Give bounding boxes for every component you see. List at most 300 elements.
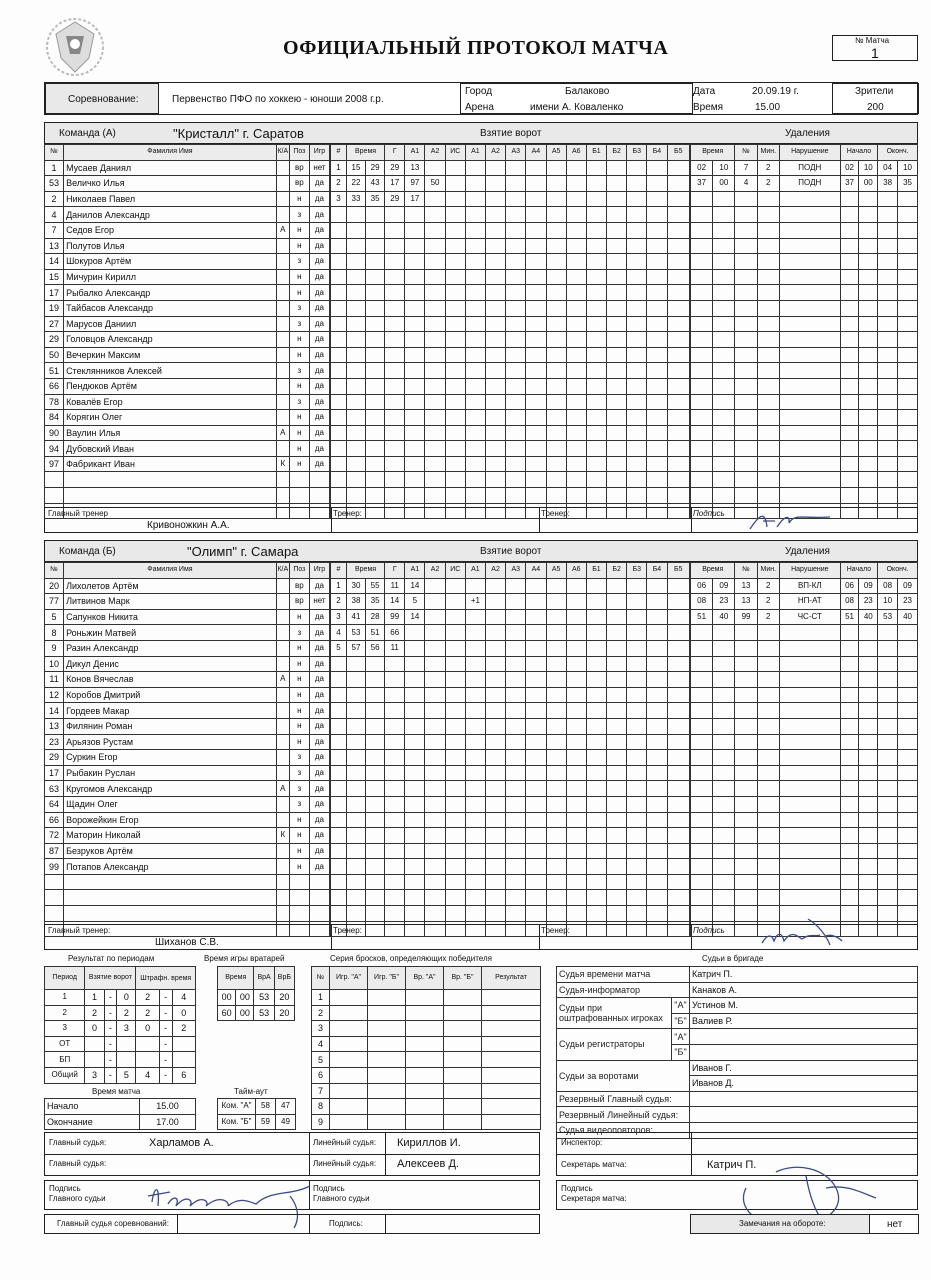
goals-col-7: А2 — [486, 563, 506, 579]
player-number: 13 — [45, 718, 64, 734]
player-position: вр — [289, 594, 309, 610]
player-name — [64, 874, 277, 890]
city-value: Балаково — [565, 86, 610, 97]
sign-main-label-2: Главного судьи — [49, 1194, 106, 1203]
penalty-row — [691, 488, 918, 504]
roster-row — [45, 176, 330, 192]
pen-col-minutes: Мин. — [757, 145, 779, 161]
goal-row: 3 33 35 29 17 — [331, 191, 690, 207]
pen-col-violation: Нарушение — [779, 145, 840, 161]
goal-row — [331, 285, 690, 301]
player-number: 63 — [45, 781, 64, 797]
player-role — [276, 594, 289, 610]
player-played: да — [309, 578, 329, 594]
player-name: Марусов Даниил — [64, 316, 277, 332]
period-row: 1 1 - 0 2 - 4 — [45, 990, 196, 1006]
pen-col-start: Начало — [840, 145, 877, 161]
goals-col-11: А6 — [566, 145, 586, 161]
goal-row: 1 30 55 11 14 — [331, 578, 690, 594]
team-b-coach2-label: Тренер: — [541, 926, 570, 935]
goals-col-7: А2 — [486, 145, 506, 161]
goal-row — [331, 687, 690, 703]
player-role — [276, 488, 289, 504]
goal-row — [331, 207, 690, 223]
penalty-row — [691, 750, 918, 766]
player-name: Кругомов Александр — [64, 781, 277, 797]
pen-col-time: Время — [691, 563, 735, 579]
player-name: Головцов Александр — [64, 332, 277, 348]
player-position: н — [289, 734, 309, 750]
roster-row — [45, 640, 330, 656]
player-played: да — [309, 332, 329, 348]
player-name: Ваулин Илья — [64, 425, 277, 441]
player-number: 87 — [45, 843, 64, 859]
goal-row — [331, 472, 690, 488]
period-row: ОТ - - — [45, 1036, 196, 1052]
periods-col-pim: Штрафн. время — [136, 967, 196, 990]
team-a-goals-title: Взятие ворот — [480, 128, 542, 139]
player-role — [276, 410, 289, 426]
goals-col-13: Б2 — [607, 563, 627, 579]
player-position: н — [289, 222, 309, 238]
match-number-box — [832, 35, 918, 61]
player-name: Маторин Николай — [64, 828, 277, 844]
player-name: Величко Илья — [64, 176, 277, 192]
player-name: Рыбалко Александр — [64, 285, 277, 301]
player-position — [289, 890, 309, 906]
player-played: да — [309, 456, 329, 472]
goal-row: 4 53 51 66 — [331, 625, 690, 641]
shootout-row: 8 — [312, 1099, 541, 1115]
goal-row — [331, 238, 690, 254]
player-role — [276, 176, 289, 192]
goals-col-time: Время — [346, 145, 384, 161]
player-position: вр — [289, 578, 309, 594]
player-name: Мусаев Даниял — [64, 160, 277, 176]
player-position: н — [289, 672, 309, 688]
team-a-coach-signature — [745, 509, 835, 533]
player-number: 29 — [45, 332, 64, 348]
penalty-row — [691, 332, 918, 348]
goalies-title: Время игры вратарей — [204, 954, 285, 963]
goal-row — [331, 750, 690, 766]
roster-col-1: Фамилия Имя — [64, 563, 277, 579]
player-number — [45, 906, 64, 922]
referees-block — [44, 1132, 540, 1176]
informer-label: Судья-информатор — [557, 982, 690, 998]
team-b-penalties-title: Удаления — [785, 546, 830, 557]
timeout-row: Ком. "Б" 59 49 — [218, 1114, 296, 1130]
player-position: н — [289, 828, 309, 844]
penalty-row — [691, 191, 918, 207]
player-number: 94 — [45, 441, 64, 457]
player-position: н — [289, 269, 309, 285]
goal-row: 1 15 29 29 13 — [331, 160, 690, 176]
roster-row — [45, 394, 330, 410]
team-a-name: "Кристалл" г. Саратов — [173, 126, 304, 141]
penalty-row — [691, 843, 918, 859]
goal-row — [331, 254, 690, 270]
player-name: Полутов Илья — [64, 238, 277, 254]
penalty-row — [691, 363, 918, 379]
time-value: 15.00 — [755, 102, 781, 113]
player-number: 50 — [45, 347, 64, 363]
roster-row — [45, 796, 330, 812]
penalty-row: 51 40 99 2 ЧС-СТ 51 40 53 40 — [691, 609, 918, 625]
roster-col-2: К/А — [276, 145, 289, 161]
sign-main2-label-1: Подпись — [313, 1184, 345, 1193]
chief-ref-block — [44, 1214, 540, 1234]
penalty-row — [691, 812, 918, 828]
goal-row — [331, 796, 690, 812]
player-position: з — [289, 254, 309, 270]
player-position: н — [289, 812, 309, 828]
player-role — [276, 578, 289, 594]
roster-row — [45, 285, 330, 301]
roster-row — [45, 191, 330, 207]
player-played: да — [309, 254, 329, 270]
player-position: з — [289, 750, 309, 766]
penalty-row — [691, 859, 918, 875]
timeout-table — [217, 1098, 296, 1130]
pen-col-violation: Нарушение — [779, 563, 840, 579]
player-number: 15 — [45, 269, 64, 285]
player-role — [276, 238, 289, 254]
roster-row — [45, 472, 330, 488]
goal-row — [331, 332, 690, 348]
goals-col-6: А1 — [465, 145, 485, 161]
match-start-label: Начало — [45, 1099, 140, 1115]
goal-row: 3 41 28 99 14 — [331, 609, 690, 625]
player-number: 90 — [45, 425, 64, 441]
team-a-penalties — [690, 144, 918, 519]
player-number: 9 — [45, 640, 64, 656]
player-played: да — [309, 176, 329, 192]
player-played — [309, 874, 329, 890]
goal-row: 2 38 35 14 5 +1 — [331, 594, 690, 610]
player-played: да — [309, 238, 329, 254]
penalty-row — [691, 781, 918, 797]
period-row: 3 0 - 3 0 - 2 — [45, 1021, 196, 1037]
competition-label: Соревнование: — [68, 94, 139, 105]
shootout-table: № Игр. "А" Игр. "Б" Вр. "А" Вр. "Б" Результат 1 2 3 4 5 6 7 8 9 — [311, 966, 541, 1130]
roster-row — [45, 488, 330, 504]
goal-row — [331, 656, 690, 672]
player-played: да — [309, 625, 329, 641]
penalty-row — [691, 796, 918, 812]
player-number: 14 — [45, 703, 64, 719]
player-position: н — [289, 332, 309, 348]
goal-row — [331, 765, 690, 781]
periods-col-period: Период — [45, 967, 85, 990]
player-name: Мичурин Кирилл — [64, 269, 277, 285]
player-name: Фабрикант Иван — [64, 456, 277, 472]
player-played: да — [309, 285, 329, 301]
competition-value: Первенство ПФО по хоккею - юноши 2008 г.р. — [172, 94, 384, 105]
player-name — [64, 890, 277, 906]
player-number: 17 — [45, 285, 64, 301]
player-number: 99 — [45, 859, 64, 875]
penalty-row — [691, 456, 918, 472]
shootout-row: 2 — [312, 1005, 541, 1021]
player-played: да — [309, 843, 329, 859]
roster-row — [45, 316, 330, 332]
player-name: Шокуров Артём — [64, 254, 277, 270]
player-played: да — [309, 687, 329, 703]
player-position: вр — [289, 160, 309, 176]
player-number: 77 — [45, 594, 64, 610]
penalty-row — [691, 207, 918, 223]
player-name: Щадин Олег — [64, 796, 277, 812]
team-b-sign-label: Подпись — [693, 926, 725, 935]
player-name: Потапов Александр — [64, 859, 277, 875]
penalty-row — [691, 874, 918, 890]
goal-row — [331, 828, 690, 844]
player-role — [276, 640, 289, 656]
roster-row — [45, 594, 330, 610]
player-name: Вечеркин Максим — [64, 347, 277, 363]
player-position: н — [289, 609, 309, 625]
time-label: Время — [693, 102, 724, 113]
player-played: да — [309, 796, 329, 812]
team-b-coach-signature — [758, 915, 848, 949]
pen-col-number: № — [735, 145, 757, 161]
goal-judges-label: Судьи за воротами — [557, 1060, 690, 1091]
penalty-row — [691, 254, 918, 270]
roster-col-3: Поз — [289, 563, 309, 579]
player-role — [276, 191, 289, 207]
roster-row — [45, 410, 330, 426]
goals-col-3: А1 — [405, 563, 425, 579]
competition-label-box — [45, 83, 159, 114]
player-number: 7 — [45, 222, 64, 238]
player-played: да — [309, 656, 329, 672]
player-played: да — [309, 609, 329, 625]
player-number: 2 — [45, 191, 64, 207]
shootout-row: 1 — [312, 990, 541, 1006]
goals-col-8: А3 — [506, 145, 526, 161]
goal-row — [331, 269, 690, 285]
goalie-row: 00 00 53 20 — [218, 990, 295, 1006]
player-role — [276, 656, 289, 672]
periods-title: Результат по периодам — [68, 954, 155, 963]
player-position — [289, 874, 309, 890]
remarks-value: нет — [887, 1219, 903, 1230]
goals-col-15: Б4 — [647, 145, 667, 161]
roster-row — [45, 672, 330, 688]
roster-row — [45, 347, 330, 363]
player-position: н — [289, 425, 309, 441]
roster-row — [45, 625, 330, 641]
player-position: н — [289, 656, 309, 672]
period-row: БП - - — [45, 1052, 196, 1068]
player-played: да — [309, 410, 329, 426]
penalty-row — [691, 410, 918, 426]
goals-col-time: Время — [346, 563, 384, 579]
player-role — [276, 394, 289, 410]
roster-row — [45, 812, 330, 828]
player-number: 64 — [45, 796, 64, 812]
player-role — [276, 843, 289, 859]
team-a-header — [44, 122, 918, 144]
pen-col-minutes: Мин. — [757, 563, 779, 579]
match-number-value: 1 — [871, 45, 879, 61]
timekeeper-label: Судья времени матча — [557, 967, 690, 983]
player-number: 13 — [45, 238, 64, 254]
player-role: А — [276, 781, 289, 797]
player-name: Сапунков Никита — [64, 609, 277, 625]
shootout-row: 7 — [312, 1083, 541, 1099]
player-name: Николаев Павел — [64, 191, 277, 207]
goals-col-12: Б1 — [586, 145, 606, 161]
penalty-row — [691, 300, 918, 316]
player-position: н — [289, 687, 309, 703]
player-position: н — [289, 859, 309, 875]
player-position: н — [289, 441, 309, 457]
secretary-label: Секретарь матча: — [561, 1160, 627, 1169]
goals-col-9: А4 — [526, 563, 546, 579]
player-played — [309, 890, 329, 906]
match-time-table — [44, 1098, 196, 1130]
player-role — [276, 625, 289, 641]
main-ref-label: Главный судья: — [49, 1138, 107, 1147]
shootout-row: 4 — [312, 1036, 541, 1052]
player-played: да — [309, 441, 329, 457]
roster-row — [45, 254, 330, 270]
player-number: 11 — [45, 672, 64, 688]
team-a-coach2-label: Тренер: — [541, 509, 570, 518]
goals-col-2: Г — [385, 145, 405, 161]
main-ref-1: Харламов А. — [149, 1137, 214, 1149]
penalty-row — [691, 718, 918, 734]
player-played: да — [309, 207, 329, 223]
goalies-table: Время ВрА ВрБ 00 00 53 20 60 00 53 20 — [217, 966, 295, 1021]
goal-row: 2 22 43 17 97 50 — [331, 176, 690, 192]
player-number: 29 — [45, 750, 64, 766]
player-played: да — [309, 672, 329, 688]
reserve-line-label: Резервный Линейный судья: — [557, 1107, 690, 1123]
player-number: 17 — [45, 765, 64, 781]
player-role — [276, 890, 289, 906]
goals-col-3: А1 — [405, 145, 425, 161]
goals-col-13: Б2 — [607, 145, 627, 161]
goal-row — [331, 441, 690, 457]
shootout-row: 3 — [312, 1021, 541, 1037]
penalty-row — [691, 269, 918, 285]
officials-title: Судьи в бригаде — [702, 954, 764, 963]
player-name: Безруков Артём — [64, 843, 277, 859]
roster-row — [45, 425, 330, 441]
officials-table: Судья времени матча Катрич П. Судья-информатор Канаков А. Судьи при оштрафованных игроках "А" Устинов М. "Б" Валиев Р. Судьи регистраторы "А" "Б" Судьи за воротами Иванов Г. Иванов Д. Резервный Главный судья: Резервный Линейный судья: Судья видеоповторов: — [556, 966, 918, 1139]
player-role — [276, 687, 289, 703]
player-number — [45, 472, 64, 488]
goals-col-2: Г — [385, 563, 405, 579]
arena-label: Арена — [465, 102, 494, 113]
shootout-row: 9 — [312, 1114, 541, 1130]
player-played: да — [309, 750, 329, 766]
goal-row — [331, 347, 690, 363]
player-played — [309, 472, 329, 488]
player-name: Литвинов Марк — [64, 594, 277, 610]
player-number: 4 — [45, 207, 64, 223]
goals-col-0: # — [331, 563, 347, 579]
player-name: Филянин Роман — [64, 718, 277, 734]
roster-row — [45, 734, 330, 750]
sign-main-label-1: Подпись — [49, 1184, 81, 1193]
roster-row — [45, 300, 330, 316]
pen-col-time: Время — [691, 145, 735, 161]
pen-col-start: Начало — [840, 563, 877, 579]
player-name: Ковалёв Егор — [64, 394, 277, 410]
player-played: да — [309, 859, 329, 875]
goals-col-4: А2 — [425, 145, 445, 161]
goal-row — [331, 410, 690, 426]
player-role: А — [276, 425, 289, 441]
sign-main2-label-2: Главного судьи — [313, 1194, 370, 1203]
goals-col-9: А4 — [526, 145, 546, 161]
team-b-name: "Олимп" г. Самара — [187, 544, 299, 559]
date-label: Дата — [693, 86, 716, 97]
penalty-row — [691, 640, 918, 656]
penalty-row — [691, 703, 918, 719]
player-number: 53 — [45, 176, 64, 192]
secretary: Катрич П. — [707, 1159, 757, 1171]
player-name: Суркин Егор — [64, 750, 277, 766]
player-name: Стеклянников Алексей — [64, 363, 277, 379]
goalie-row: 60 00 53 20 — [218, 1005, 295, 1021]
roster-col-0: № — [45, 563, 64, 579]
roster-row — [45, 843, 330, 859]
reserve-main-label: Резервный Главный судья: — [557, 1091, 690, 1107]
timekeeper: Катрич П. — [690, 967, 918, 983]
player-role — [276, 378, 289, 394]
roster-col-3: Поз — [289, 145, 309, 161]
player-position: з — [289, 781, 309, 797]
goal-row — [331, 488, 690, 504]
player-number: 12 — [45, 687, 64, 703]
roster-col-4: Игр — [309, 563, 329, 579]
player-name: Гордеев Макар — [64, 703, 277, 719]
penalty-row: 08 23 13 2 НП-АТ 08 23 10 23 — [691, 594, 918, 610]
player-played: да — [309, 828, 329, 844]
player-position: н — [289, 285, 309, 301]
goals-col-5: ИС — [445, 563, 465, 579]
player-number: 8 — [45, 625, 64, 641]
penalty-row — [691, 765, 918, 781]
goals-col-16: Б5 — [667, 563, 689, 579]
city-label: Город — [465, 86, 493, 97]
roster-row — [45, 238, 330, 254]
player-position: з — [289, 394, 309, 410]
player-number — [45, 488, 64, 504]
player-role — [276, 734, 289, 750]
player-name: Седов Егор — [64, 222, 277, 238]
goal-row — [331, 703, 690, 719]
player-number: 14 — [45, 254, 64, 270]
player-played: да — [309, 640, 329, 656]
player-number: 19 — [45, 300, 64, 316]
penalty-row — [691, 394, 918, 410]
player-position: н — [289, 378, 309, 394]
roster-row — [45, 609, 330, 625]
player-name: Корягин Олег — [64, 410, 277, 426]
roster-row — [45, 456, 330, 472]
pen-col-number: № — [735, 563, 757, 579]
roster-row — [45, 222, 330, 238]
page-title: ОФИЦИАЛЬНЫЙ ПРОТОКОЛ МАТЧА — [283, 37, 669, 59]
roster-row — [45, 828, 330, 844]
player-played: да — [309, 191, 329, 207]
